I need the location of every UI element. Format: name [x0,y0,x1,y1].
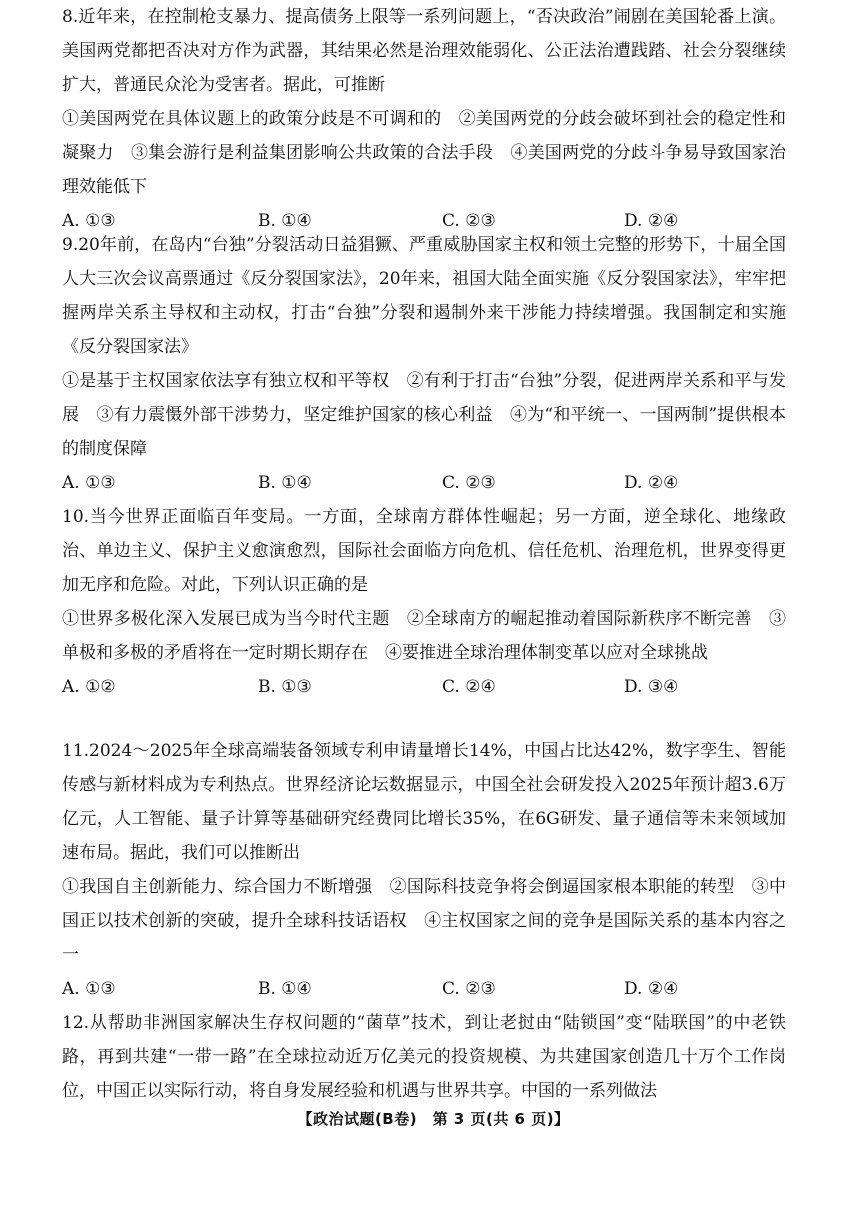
answer-options [62,670,786,704]
question-stem [62,228,786,364]
answer-options [62,466,786,500]
option-a: A. ①② [62,677,116,697]
question-statements [62,870,786,972]
question-statements [62,602,786,670]
question-statements [62,102,786,204]
question-stem-text: 11.2024～2025年全球高端装备领域专利申请量增长14%，中国占比达42%，数字孪生、智能传感与新材料成为专利热点。世界经济论坛数据显示，中国全社会研发投入2025年预计超3.6万亿元，人工智能、量子计算等基础研究经费同比增长35%，在6G研发、量子通信等未来领域加速布局。据此，我们可以推断出 [62,741,786,863]
option-c: C. ②③ [442,979,496,999]
option-c: C. ②③ [442,211,496,231]
option-b: B. ①④ [258,473,312,493]
question-statements-text: ①是基于主权国家依法享有独立权和平等权 ②有利于打击“台独”分裂，促进两岸关系和平与发展 ③有力震慑外部干涉势力，坚定维护国家的核心利益 ④为“和平统一、一国两制”提供根本的制度保障 [62,371,786,459]
question-stem [62,1006,786,1108]
option-d: D. ②④ [624,473,679,493]
option-a: A. ①③ [62,979,116,999]
option-b: B. ①④ [258,979,312,999]
question-statements-text: ①我国自主创新能力、综合国力不断增强 ②国际科技竞争将会倒逼国家根本职能的转型 ③中国正以技术创新的突破，提升全球科技话语权 ④主权国家之间的竞争是国际关系的基本内容之一 [62,877,786,965]
question-stem-text: 10.当今世界正面临百年变局。一方面，全球南方群体性崛起；另一方面，逆全球化、地缘政治、单边主义、保护主义愈演愈烈，国际社会面临方向危机、信任危机、治理危机，世界变得更加无序和危险。对此，下列认识正确的是 [62,507,786,595]
option-a: A. ①③ [62,473,116,493]
question-10 [62,500,786,704]
question-statements [62,364,786,466]
page-footer: 【政治试题(B卷) 第 3 页(共 6 页)】 [297,1110,570,1128]
question-stem [62,734,786,870]
option-d: D. ②④ [624,979,679,999]
question-stem-text: 12.从帮助非洲国家解决生存权问题的“菌草”技术，到让老挝由“陆锁国”变“陆联国”的中老铁路，再到共建“一带一路”在全球拉动近万亿美元的投资规模、为共建国家创造几十万个工作岗位，中国正以实际行动，将自身发展经验和机遇与世界共享。中国的一系列做法 [62,1013,786,1101]
question-stem [62,0,786,102]
question-12 [62,1006,786,1108]
question-stem-text: 9.20年前，在岛内“台独”分裂活动日益猖獗、严重威胁国家主权和领土完整的形势下，十届全国人大三次会议高票通过《反分裂国家法》，20年来，祖国大陆全面实施《反分裂国家法》，牢牢把握两岸关系主导权和主动权，打击“台独”分裂和遏制外来干涉能力持续增强。我国制定和实施《反分裂国家法》 [62,235,786,357]
question-stem [62,500,786,602]
option-b: B. ①③ [258,677,312,697]
option-c: C. ②③ [442,473,496,493]
option-d: D. ②④ [624,211,679,231]
answer-options [62,972,786,1006]
option-c: C. ②④ [442,677,496,697]
question-8 [62,0,786,238]
question-statements-text: ①美国两党在具体议题上的政策分歧是不可调和的 ②美国两党的分歧会破坏到社会的稳定性和凝聚力 ③集会游行是利益集团影响公共政策的合法手段 ④美国两党的分歧斗争易导致国家治理效能低下 [62,109,786,197]
question-stem-text: 8.近年来，在控制枪支暴力、提高债务上限等一系列问题上，“否决政治”闹剧在美国轮番上演。美国两党都把否决对方作为武器，其结果必然是治理效能弱化、公正法治遭践踏、社会分裂继续扩大，普通民众沦为受害者。据此，可推断 [62,7,786,95]
option-d: D. ③④ [624,677,679,697]
question-11 [62,734,786,1006]
question-9 [62,228,786,500]
option-b: B. ①④ [258,211,312,231]
option-a: A. ①③ [62,211,116,231]
question-statements-text: ①世界多极化深入发展已成为当今时代主题 ②全球南方的崛起推动着国际新秩序不断完善 ③单极和多极的矛盾将在一定时期长期存在 ④要推进全球治理体制变革以应对全球挑战 [62,609,786,663]
